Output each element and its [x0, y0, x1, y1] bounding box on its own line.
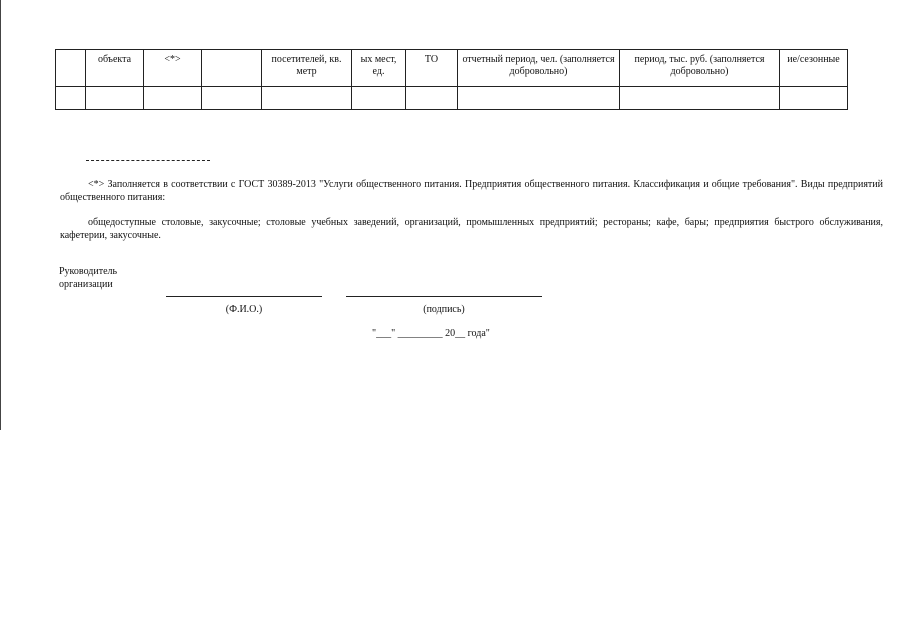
table-cell: [780, 87, 848, 110]
header-cell: период, тыс. руб. (заполняется добровольно): [620, 50, 780, 87]
header-cell: [202, 50, 262, 87]
header-cell: ТО: [406, 50, 458, 87]
fio-caption: (Ф.И.О.): [225, 304, 263, 315]
signature-caption: (подпись): [423, 304, 465, 315]
header-cell: <*>: [144, 50, 202, 87]
table-cell: [458, 87, 620, 110]
establishment-types-text: общедоступные столовые, закусочные; столовые учебных заведений, организаций, промышленных предприятий; рестораны; кафе, бары; предприятия быстрого обслуживания, кафетерии, закусочные.: [60, 217, 883, 241]
signatory-label: [59, 265, 117, 291]
footnote-paragraph: [60, 178, 883, 204]
signature-line: [346, 296, 542, 297]
table-cell: [56, 87, 86, 110]
establishment-types-paragraph: [60, 216, 883, 242]
table-row: [56, 87, 848, 110]
table-cell: [86, 87, 144, 110]
table-cell: [202, 87, 262, 110]
header-cell: [56, 50, 86, 87]
signatory-label-line2: организации: [59, 279, 113, 290]
footnote-text: <*> Заполняется в соответствии с ГОСТ 30389-2013 "Услуги общественного питания. Предприятия общественного питания. Классификация и общие требования". Виды предприятий общественного питания:: [60, 179, 883, 203]
header-cell: ых мест, ед.: [352, 50, 406, 87]
date-line: "___" _________ 20__ года": [372, 328, 490, 339]
table-header-row: [56, 50, 848, 87]
signatory-label-line1: Руководитель: [59, 266, 118, 277]
table-cell: [352, 87, 406, 110]
table-cell: [262, 87, 352, 110]
header-cell: ие/сезонные: [780, 50, 848, 87]
table-cell: [144, 87, 202, 110]
table-cell: [406, 87, 458, 110]
footnote-separator: [86, 160, 210, 161]
header-cell: отчетный период, чел. (заполняется добровольно): [458, 50, 620, 87]
table-cell: [620, 87, 780, 110]
fio-signature-line: [166, 296, 322, 297]
data-table: [55, 49, 848, 110]
header-cell: посетителей, кв. метр: [262, 50, 352, 87]
scan-edge-line: [0, 0, 1, 430]
header-cell: объекта: [86, 50, 144, 87]
